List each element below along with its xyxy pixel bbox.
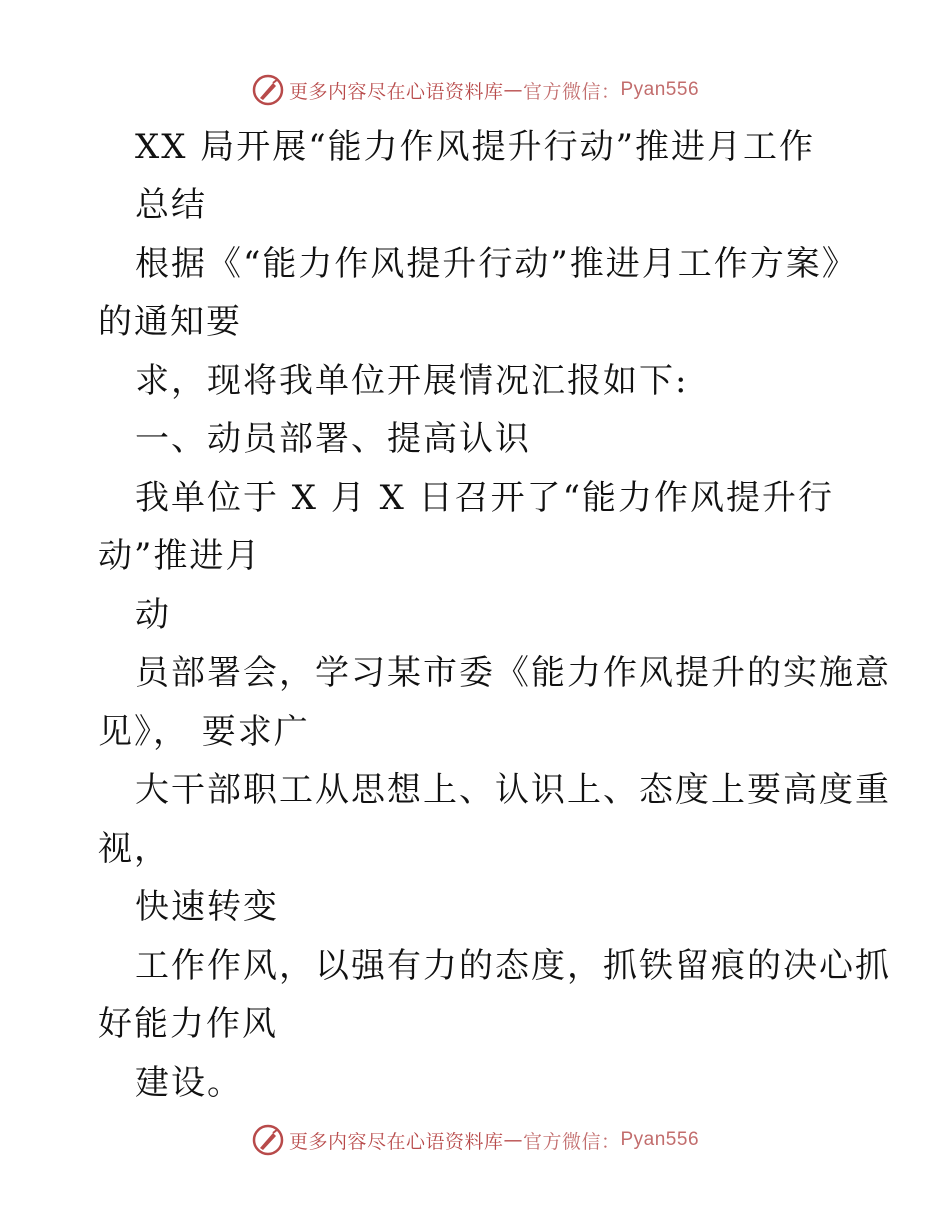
doc-paragraph-line: 根据《“能力作风提升行动”推进月工作方案》	[135, 244, 858, 284]
watermark-dash: —	[503, 1129, 523, 1151]
doc-paragraph-line: 快速转变	[135, 887, 279, 927]
doc-paragraph-line: 见》， 要求广	[98, 712, 310, 752]
watermark-wechat-id: Pyan556	[620, 1129, 700, 1150]
watermark-banner-bottom	[0, 1120, 950, 1160]
doc-paragraph-line: 员部署会，学习某市委《能力作风提升的实施意	[135, 653, 891, 693]
quill-logo-icon	[251, 73, 285, 107]
doc-title-line-1: XX 局开展“能力作风提升行动”推进月工作	[135, 127, 815, 167]
doc-paragraph-line: 工作作风，以强有力的态度，抓铁留痕的决心抓	[135, 946, 891, 986]
doc-title-line-2: 总结	[135, 185, 207, 225]
doc-paragraph-line: 好能力作风	[98, 1004, 278, 1044]
quill-logo-icon	[251, 1123, 285, 1157]
doc-paragraph-line: 动”推进月	[98, 536, 262, 576]
doc-paragraph-line: 视，	[98, 829, 170, 869]
watermark-wechat-label: 官方微信：	[522, 80, 621, 103]
doc-section-heading: 一、动员部署、提高认识	[135, 419, 531, 459]
doc-paragraph-line: 求，现将我单位开展情况汇报如下:	[135, 361, 689, 401]
doc-paragraph-line: 我单位于 X 月 X 日召开了“能力作风提升行	[135, 478, 835, 518]
doc-paragraph-line: 建设。	[135, 1063, 243, 1103]
doc-paragraph-line: 动	[135, 595, 171, 635]
watermark-site-text: 更多内容尽在心语资料库	[288, 1130, 504, 1153]
watermark-wechat-id: Pyan556	[620, 79, 700, 100]
doc-paragraph-line: 大干部职工从思想上、认识上、态度上要高度重	[135, 770, 891, 810]
watermark-site-text: 更多内容尽在心语资料库	[288, 80, 504, 103]
doc-paragraph-line: 的通知要	[98, 302, 242, 342]
watermark-banner-top	[0, 70, 950, 110]
watermark-wechat-label: 官方微信：	[522, 1130, 621, 1153]
watermark-dash: —	[503, 79, 523, 101]
